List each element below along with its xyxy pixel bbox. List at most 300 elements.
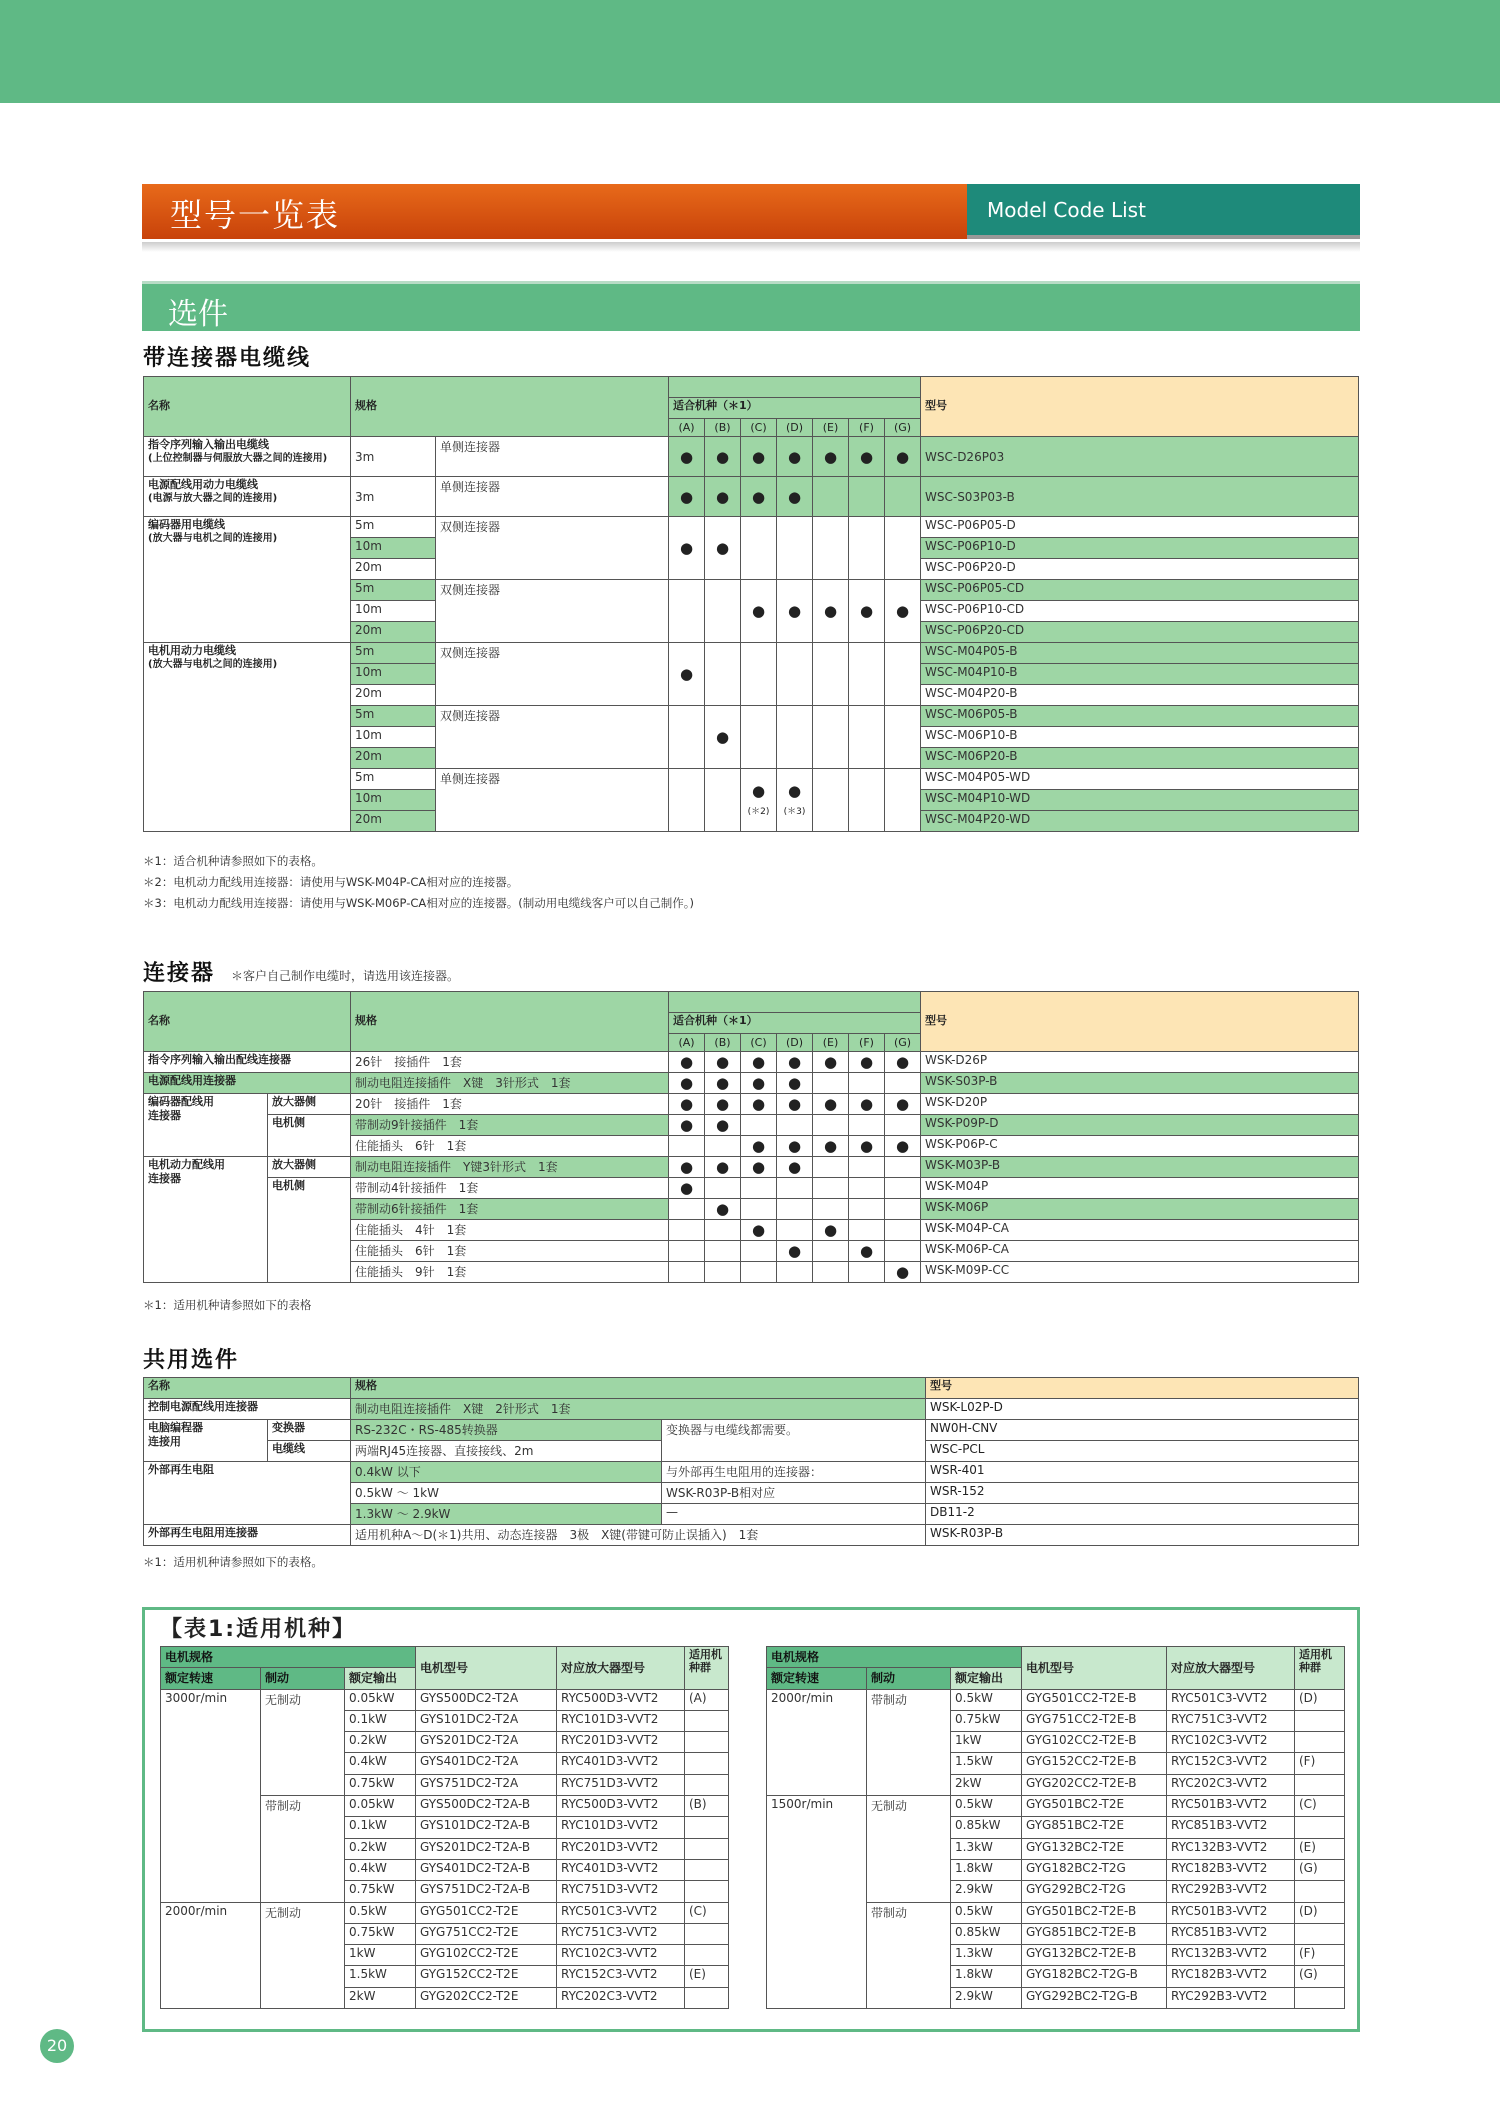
fit-cell: [669, 437, 705, 477]
cable-length: 3m: [351, 477, 436, 517]
rated-output: 0.75kW: [345, 1774, 416, 1795]
cable-note-1: ＊1：适合机种请参照如下的表格。: [143, 854, 323, 868]
fit-group: [1295, 1732, 1345, 1753]
connector-model: WSK-M04P-CA: [921, 1220, 1359, 1241]
rated-output: 2.9kW: [951, 1881, 1022, 1902]
rated-speed: 3000r/min: [161, 1689, 261, 1902]
top-band: [0, 0, 1500, 103]
fit-cell: [885, 1136, 921, 1157]
fit-dot-icon: ●: [715, 447, 730, 466]
rated-output: 0.5kW: [951, 1902, 1022, 1923]
fit-cell: [669, 1157, 705, 1178]
fit-group: (E): [1295, 1838, 1345, 1859]
col-model: 型号: [921, 377, 1359, 437]
fit-cell: [777, 437, 813, 477]
cable-connector-type: 双侧连接器: [436, 643, 669, 706]
connector-section-title: [143, 956, 459, 987]
cable-name: 指令序列输入输出电缆线 (上位控制器与伺服放大器之间的连接用): [144, 437, 351, 477]
amp-model: RYC751D3-VVT2: [557, 1774, 685, 1795]
fit-group: [685, 1859, 729, 1880]
brake-type: 无制动: [867, 1796, 951, 1902]
fit-cell: [849, 1178, 885, 1199]
fit-dot-icon: ●: [859, 1095, 874, 1113]
cable-connector-type: 双侧连接器: [436, 517, 669, 580]
fit-group: [1295, 1881, 1345, 1902]
motor-model: GYS500DC2-T2A-B: [416, 1796, 557, 1817]
common-table: [143, 1377, 1359, 1546]
table-row: [144, 1157, 1359, 1178]
amp-model: RYC182B3-VVT2: [1167, 1859, 1295, 1880]
fit-footnote: (＊2): [747, 807, 770, 817]
fit-cell: [813, 1241, 849, 1262]
table-row: [144, 643, 1359, 664]
fit-cell: [741, 1178, 777, 1199]
cable-model: WSC-M06P05-B: [921, 706, 1359, 727]
table-row: 外部再生电阻 0.4kW 以下 与外部再生电阻用的连接器： WSR-401: [144, 1462, 1359, 1483]
fit-group: [685, 1753, 729, 1774]
fit-cell: [777, 1136, 813, 1157]
table-row: 0.5kW ～ 1kW WSK-R03P-B相对应 WSR-152: [144, 1483, 1359, 1504]
motor-model: GYG751CC2-T2E-B: [1022, 1710, 1167, 1731]
rated-speed: 2000r/min: [161, 1902, 261, 2008]
amp-model: RYC401D3-VVT2: [557, 1753, 685, 1774]
rated-output: 1.8kW: [951, 1966, 1022, 1987]
fit-dot-icon: ●: [895, 447, 910, 466]
conn-col-fit: 适合机种（＊1）: [669, 1013, 921, 1034]
fit-cell: [741, 1220, 777, 1241]
brake-type: 带制动: [867, 1689, 951, 1795]
connector-side: 电机侧: [268, 1178, 351, 1283]
cable-name: 编码器用电缆线 (放大器与电机之间的连接用): [144, 517, 351, 643]
table-row: [161, 1902, 729, 1923]
cable-model: WSC-D26P03: [921, 437, 1359, 477]
rated-output: 0.5kW: [345, 1902, 416, 1923]
fit-letter: (C): [741, 1034, 777, 1052]
fit-cell: [849, 1199, 885, 1220]
connector-spec: 20针 接插件 1套: [351, 1094, 669, 1115]
motor-model: GYG102CC2-T2E-B: [1022, 1732, 1167, 1753]
fit-cell: [741, 1073, 777, 1094]
fit-cell: [885, 1115, 921, 1136]
col-spec: 规格: [351, 377, 669, 437]
motor-model: GYG501BC2-T2E-B: [1022, 1902, 1167, 1923]
fit-cell: [669, 580, 705, 643]
fit-cell: [885, 643, 921, 706]
fit-group: [685, 1732, 729, 1753]
cable-name: 电机用动力电缆线 (放大器与电机之间的连接用): [144, 643, 351, 832]
fit-letter: (C): [741, 419, 777, 437]
rated-output: 2kW: [951, 1774, 1022, 1795]
fit-group: (D): [1295, 1689, 1345, 1710]
fit-dot-icon: ●: [787, 1242, 802, 1260]
fit-dot-icon: ●: [715, 1053, 730, 1071]
amp-model: RYC182B3-VVT2: [1167, 1966, 1295, 1987]
connector-note: ＊1：适用机种请参照如下的表格: [143, 1298, 312, 1312]
fit-cell: [849, 1052, 885, 1073]
connector-spec: 住能插头 6针 1套: [351, 1241, 669, 1262]
rated-output: 0.2kW: [345, 1838, 416, 1859]
fit-cell: [669, 769, 705, 832]
cable-model: WSC-P06P10-D: [921, 538, 1359, 559]
motor-model: GYG182BC2-T2G-B: [1022, 1966, 1167, 1987]
motor-model: GYG152CC2-T2E: [416, 1966, 557, 1987]
fit-cell: [885, 517, 921, 580]
rated-output: 1kW: [345, 1945, 416, 1966]
fit-cell: [705, 517, 741, 580]
rated-output: 0.75kW: [345, 1881, 416, 1902]
fit-cell: [849, 1220, 885, 1241]
fit-cell: [885, 706, 921, 769]
fit-cell: [705, 643, 741, 706]
amp-model: RYC292B3-VVT2: [1167, 1881, 1295, 1902]
table-row: 控制电源配线用连接器 制动电阻连接插件 X键 2针形式 1套 WSK-L02P-D: [144, 1399, 1359, 1420]
motor-model: GYG751CC2-T2E: [416, 1923, 557, 1944]
cable-model: WSC-M04P20-B: [921, 685, 1359, 706]
amp-model: RYC132B3-VVT2: [1167, 1838, 1295, 1859]
fit-group: [1295, 1774, 1345, 1795]
common-note: ＊1：适用机种请参照如下的表格。: [143, 1555, 323, 1569]
fit-group: (F): [1295, 1945, 1345, 1966]
fit-dot-icon: ●: [679, 1074, 694, 1092]
fit-cell: [777, 1157, 813, 1178]
rated-output: 0.4kW: [345, 1753, 416, 1774]
cable-length: 5m: [351, 706, 436, 727]
fit-cell: [741, 643, 777, 706]
cable-connector-type: 双侧连接器: [436, 580, 669, 643]
fit-group: [685, 1945, 729, 1966]
fit-cell: [741, 437, 777, 477]
page-number: 20: [40, 2029, 74, 2063]
connector-spec: 住能插头 4针 1套: [351, 1220, 669, 1241]
header-shadow: [142, 242, 1360, 252]
fit-cell: [705, 1136, 741, 1157]
motor-model: GYG202CC2-T2E: [416, 1987, 557, 2008]
connector-model: WSK-P09P-D: [921, 1115, 1359, 1136]
fit-cell: [777, 1094, 813, 1115]
fit-cell: [849, 437, 885, 477]
cable-length: 5m: [351, 517, 436, 538]
fit-cell: [669, 1136, 705, 1157]
fit-group: [1295, 1923, 1345, 1944]
connector-model: WSK-M03P-B: [921, 1157, 1359, 1178]
fit-cell: [741, 706, 777, 769]
fit-cell: [777, 1262, 813, 1283]
fit-group: (B): [685, 1796, 729, 1817]
fit-cell: [777, 1115, 813, 1136]
cable-connector-type: 单侧连接器: [436, 769, 669, 832]
rated-output: 1.5kW: [345, 1966, 416, 1987]
motor-model: GYG501BC2-T2E: [1022, 1796, 1167, 1817]
fit-dot-icon: ●: [715, 539, 730, 557]
fit-cell: [705, 1157, 741, 1178]
fit-cell: [669, 1073, 705, 1094]
table-row: 电缆线 两端RJ45连接器、直接接线、2m WSC-PCL: [144, 1441, 1359, 1462]
rated-output: 0.85kW: [951, 1817, 1022, 1838]
table-row: [144, 1115, 1359, 1136]
fit-letter: (A): [669, 1034, 705, 1052]
fit-cell: [813, 580, 849, 643]
table-row: [767, 1689, 1345, 1710]
fit-dot-icon: ●: [679, 1179, 694, 1197]
fit-cell: [849, 580, 885, 643]
fit-dot-icon: ●: [751, 1074, 766, 1092]
fit-cell: [885, 477, 921, 517]
cable-connector-type: 单侧连接器: [436, 437, 669, 477]
fit-cell: [885, 1262, 921, 1283]
fit-cell: [849, 1262, 885, 1283]
cable-model: WSC-M04P20-WD: [921, 811, 1359, 832]
connector-name: 电机动力配线用 连接器: [144, 1157, 268, 1283]
common-col-name: 名称: [144, 1378, 351, 1399]
table-row: [144, 1073, 1359, 1094]
col-fit: 适合机种（＊1）: [669, 398, 921, 419]
connector-side: 放大器侧: [268, 1157, 351, 1178]
page-header: [142, 184, 1360, 239]
table-row: [144, 477, 1359, 517]
rated-output: 0.05kW: [345, 1796, 416, 1817]
fit-cell: [813, 1199, 849, 1220]
conn-col-model: 型号: [921, 992, 1359, 1052]
fit-cell: [705, 706, 741, 769]
fit-dot-icon: ●: [679, 665, 694, 683]
fit-cell: [777, 517, 813, 580]
fit-group: [1295, 1710, 1345, 1731]
cable-length: 5m: [351, 580, 436, 601]
amp-model: RYC501C3-VVT2: [557, 1902, 685, 1923]
fit-cell: [705, 1199, 741, 1220]
fit-cell: [741, 1115, 777, 1136]
fit-letter: (B): [705, 419, 741, 437]
fit-cell: [777, 1052, 813, 1073]
fit-cell: [777, 769, 813, 832]
fit-group: (G): [1295, 1859, 1345, 1880]
fit-dot-icon: ●: [823, 1137, 838, 1155]
fit-dot-icon: ●: [895, 602, 910, 620]
fit-dot-icon: ●: [679, 1116, 694, 1134]
fit-cell: [705, 1178, 741, 1199]
connector-spec: 带制动4针接插件 1套: [351, 1178, 669, 1199]
fit-footnote: (＊3): [783, 807, 806, 817]
options-section-bar: 选件: [142, 281, 1360, 331]
fit-dot-icon: ●: [715, 1200, 730, 1218]
fit-cell: [849, 769, 885, 832]
amp-model: RYC101D3-VVT2: [557, 1710, 685, 1731]
cable-notes: [143, 851, 694, 914]
rated-output: 0.75kW: [345, 1923, 416, 1944]
fit-group: [685, 1774, 729, 1795]
connector-name: 指令序列输入输出配线连接器: [144, 1052, 351, 1073]
fit-group: [685, 1838, 729, 1859]
cable-length: 10m: [351, 790, 436, 811]
amp-model: RYC102C3-VVT2: [1167, 1732, 1295, 1753]
fit-dot-icon: ●: [751, 1053, 766, 1071]
rated-output: 0.5kW: [951, 1796, 1022, 1817]
rated-output: 1kW: [951, 1732, 1022, 1753]
table-row: 外部再生电阻用连接器 适用机种A～D(＊1)共用、动态连接器 3极 X键(带键可防止误插入) 1套 WSK-R03P-B: [144, 1525, 1359, 1546]
fit-group: (E): [685, 1966, 729, 1987]
fit-cell: [669, 1178, 705, 1199]
fit-dot-icon: ●: [715, 1116, 730, 1134]
fit-cell: [849, 1094, 885, 1115]
cable-length: 10m: [351, 727, 436, 748]
fit-cell: [741, 1094, 777, 1115]
connector-model: WSK-M06P: [921, 1199, 1359, 1220]
fit-dot-icon: ●: [823, 1221, 838, 1239]
fit-dot-icon: ●: [751, 1221, 766, 1239]
fit-group: (C): [1295, 1796, 1345, 1817]
connector-spec: 住能插头 6针 1套: [351, 1136, 669, 1157]
fit-cell: [885, 769, 921, 832]
amp-model: RYC101D3-VVT2: [557, 1817, 685, 1838]
fit-dot-icon: ●: [679, 1158, 694, 1176]
fit-cell: [705, 477, 741, 517]
motor-model: GYS401DC2-T2A-B: [416, 1859, 557, 1880]
motor-model: GYG292BC2-T2G: [1022, 1881, 1167, 1902]
fit-cell: [813, 1052, 849, 1073]
table-row: [161, 1689, 729, 1710]
connector-spec: 住能插头 9针 1套: [351, 1262, 669, 1283]
fit-dot-icon: ●: [679, 1053, 694, 1071]
fit-letter: (D): [777, 1034, 813, 1052]
fit-dot-icon: ●: [823, 447, 838, 466]
fit-dot-icon: ●: [787, 1053, 802, 1071]
rated-output: 1.3kW: [951, 1945, 1022, 1966]
amp-model: RYC500D3-VVT2: [557, 1796, 685, 1817]
fit-group: [1295, 1987, 1345, 2008]
brake-type: 带制动: [261, 1796, 345, 1902]
fit-letter: (G): [885, 1034, 921, 1052]
cable-length: 20m: [351, 748, 436, 769]
fit-dot-icon: ●: [823, 1053, 838, 1071]
fit-dot-icon: ●: [859, 1053, 874, 1071]
motor-model: GYS101DC2-T2A: [416, 1710, 557, 1731]
fit-group: [1295, 1817, 1345, 1838]
fit-cell: [705, 1220, 741, 1241]
cable-connector-type: 双侧连接器: [436, 706, 669, 769]
fit-cell: [813, 1220, 849, 1241]
fit-cell: [777, 643, 813, 706]
connector-model: WSK-M06P-CA: [921, 1241, 1359, 1262]
connector-model: WSK-M04P: [921, 1178, 1359, 1199]
cable-model: WSC-M04P05-WD: [921, 769, 1359, 790]
fit-cell: [885, 1052, 921, 1073]
fit-cell: [777, 706, 813, 769]
common-section-title: 共用选件: [143, 1348, 240, 1373]
table1-left: 电机规格 电机型号 对应放大器型号 适用机种群 额定转速 制动 额定输出 3000r/min 无制动 0.05kW GYS500DC2-T2A RYC500D3-VVT2 (A) 0.1kW GYS101DC2-T2A RYC101D3-VVT2 0.2kW GYS201DC2-T2A RYC201D3-VVT2 0.4kW GYS401DC2-T2A RYC401D3-VVT2 0.75kW GYS751DC2-T2A RYC751D3-VVT2 带制动 0.05kW GYS500DC2-T2A-B RYC500D3-VVT2 (B) 0.1kW GYS101DC2-T2A-B RYC101D3-VVT2 0.2kW GYS201DC2-T2A-B RYC201D3-VVT2 0.4kW GYS401DC2-T2A-B RYC401D3-VVT2 0.75kW GYS751DC2-T2A-B RYC751D3-VVT2 2000r/min 无制动 0.5kW GYG501CC2-T2E RYC501C3-VVT2 (C) 0.75kW GYG751CC2-T2E RYC751C3-VVT2 1kW GYG102CC2-T2E RYC102C3-VVT2 1.5kW GYG152CC2-T2E RYC152C3-VVT2 (E) 2kW GYG202CC2-T2E RYC202C3-VVT2: [160, 1646, 729, 2009]
conn-col-spec: 规格: [351, 992, 669, 1052]
rated-output: 0.1kW: [345, 1710, 416, 1731]
cable-length: 10m: [351, 538, 436, 559]
fit-dot-icon: ●: [715, 728, 730, 746]
fit-cell: [813, 1178, 849, 1199]
rated-output: 0.1kW: [345, 1817, 416, 1838]
cable-model: WSC-M04P10-B: [921, 664, 1359, 685]
fit-letter: (F): [849, 419, 885, 437]
fit-cell: [885, 1199, 921, 1220]
motor-model: GYG132BC2-T2E: [1022, 1838, 1167, 1859]
fit-cell: [669, 1052, 705, 1073]
fit-cell: [849, 1115, 885, 1136]
cable-model: WSC-P06P10-CD: [921, 601, 1359, 622]
fit-cell: [741, 1136, 777, 1157]
fit-cell: [777, 1199, 813, 1220]
fit-group: (C): [685, 1902, 729, 1923]
fit-dot-icon: ●: [895, 1137, 910, 1155]
cable-length: 3m: [351, 437, 436, 477]
connector-table: [143, 991, 1359, 1283]
fit-dot-icon: ●: [751, 1095, 766, 1113]
fit-cell: [669, 517, 705, 580]
fit-dot-icon: ●: [895, 1053, 910, 1071]
connector-spec: 制动电阻连接插件 Y键3针形式 1套: [351, 1157, 669, 1178]
fit-group: [685, 1881, 729, 1902]
fit-dot-icon: ●: [715, 1074, 730, 1092]
fit-cell: [669, 1241, 705, 1262]
fit-group: [685, 1987, 729, 2008]
fit-dot-icon: ●: [787, 1074, 802, 1092]
fit-cell: [849, 517, 885, 580]
fit-cell: [705, 1052, 741, 1073]
amp-model: RYC201D3-VVT2: [557, 1838, 685, 1859]
amp-model: RYC152C3-VVT2: [1167, 1753, 1295, 1774]
connector-remark: ＊客户自己制作电缆时，请选用该连接器。: [231, 969, 460, 983]
rated-speed: 1500r/min: [767, 1796, 867, 2009]
fit-letter: (E): [813, 419, 849, 437]
common-col-spec: 规格: [351, 1378, 926, 1399]
fit-cell: [705, 769, 741, 832]
fit-cell: [705, 1115, 741, 1136]
fit-dot-icon: ●: [859, 447, 874, 466]
table-row: [144, 1094, 1359, 1115]
fit-cell: [669, 1094, 705, 1115]
fit-dot-icon: ●: [787, 1158, 802, 1176]
cable-table: [143, 376, 1359, 832]
fit-cell: [813, 1157, 849, 1178]
page-title-en: Model Code List: [967, 184, 1360, 239]
motor-model: GYG152CC2-T2E-B: [1022, 1753, 1167, 1774]
fit-cell: [705, 1262, 741, 1283]
cable-model: WSC-P06P05-D: [921, 517, 1359, 538]
amp-model: RYC851B3-VVT2: [1167, 1923, 1295, 1944]
fit-cell: [813, 643, 849, 706]
connector-model: WSK-D26P: [921, 1052, 1359, 1073]
cable-note-3: ＊3：电机动力配线用连接器：请使用与WSK-M06P-CA相对应的连接器。(制动用电缆线客户可以自己制作。): [143, 896, 694, 910]
amp-model: RYC751C3-VVT2: [557, 1923, 685, 1944]
fit-group: (G): [1295, 1966, 1345, 1987]
cable-model: WSC-M04P05-B: [921, 643, 1359, 664]
fit-cell: [849, 1157, 885, 1178]
fit-cell: [849, 1136, 885, 1157]
rated-speed: 2000r/min: [767, 1689, 867, 1795]
cable-length: 20m: [351, 622, 436, 643]
fit-dot-icon: ●: [715, 1158, 730, 1176]
amp-model: RYC102C3-VVT2: [557, 1945, 685, 1966]
motor-model: GYG132BC2-T2E-B: [1022, 1945, 1167, 1966]
fit-dot-icon: ●: [787, 487, 802, 506]
fit-cell: [705, 580, 741, 643]
fit-dot-icon: ●: [715, 487, 730, 506]
fit-dot-icon: ●: [679, 539, 694, 557]
cable-model: WSC-M04P10-WD: [921, 790, 1359, 811]
fit-cell: [705, 1094, 741, 1115]
rated-output: 0.2kW: [345, 1732, 416, 1753]
fit-cell: [885, 437, 921, 477]
amp-model: RYC401D3-VVT2: [557, 1859, 685, 1880]
table-row: [144, 517, 1359, 538]
fit-cell: [741, 1157, 777, 1178]
connector-name: 编码器配线用 连接器: [144, 1094, 268, 1157]
fit-cell: [669, 477, 705, 517]
